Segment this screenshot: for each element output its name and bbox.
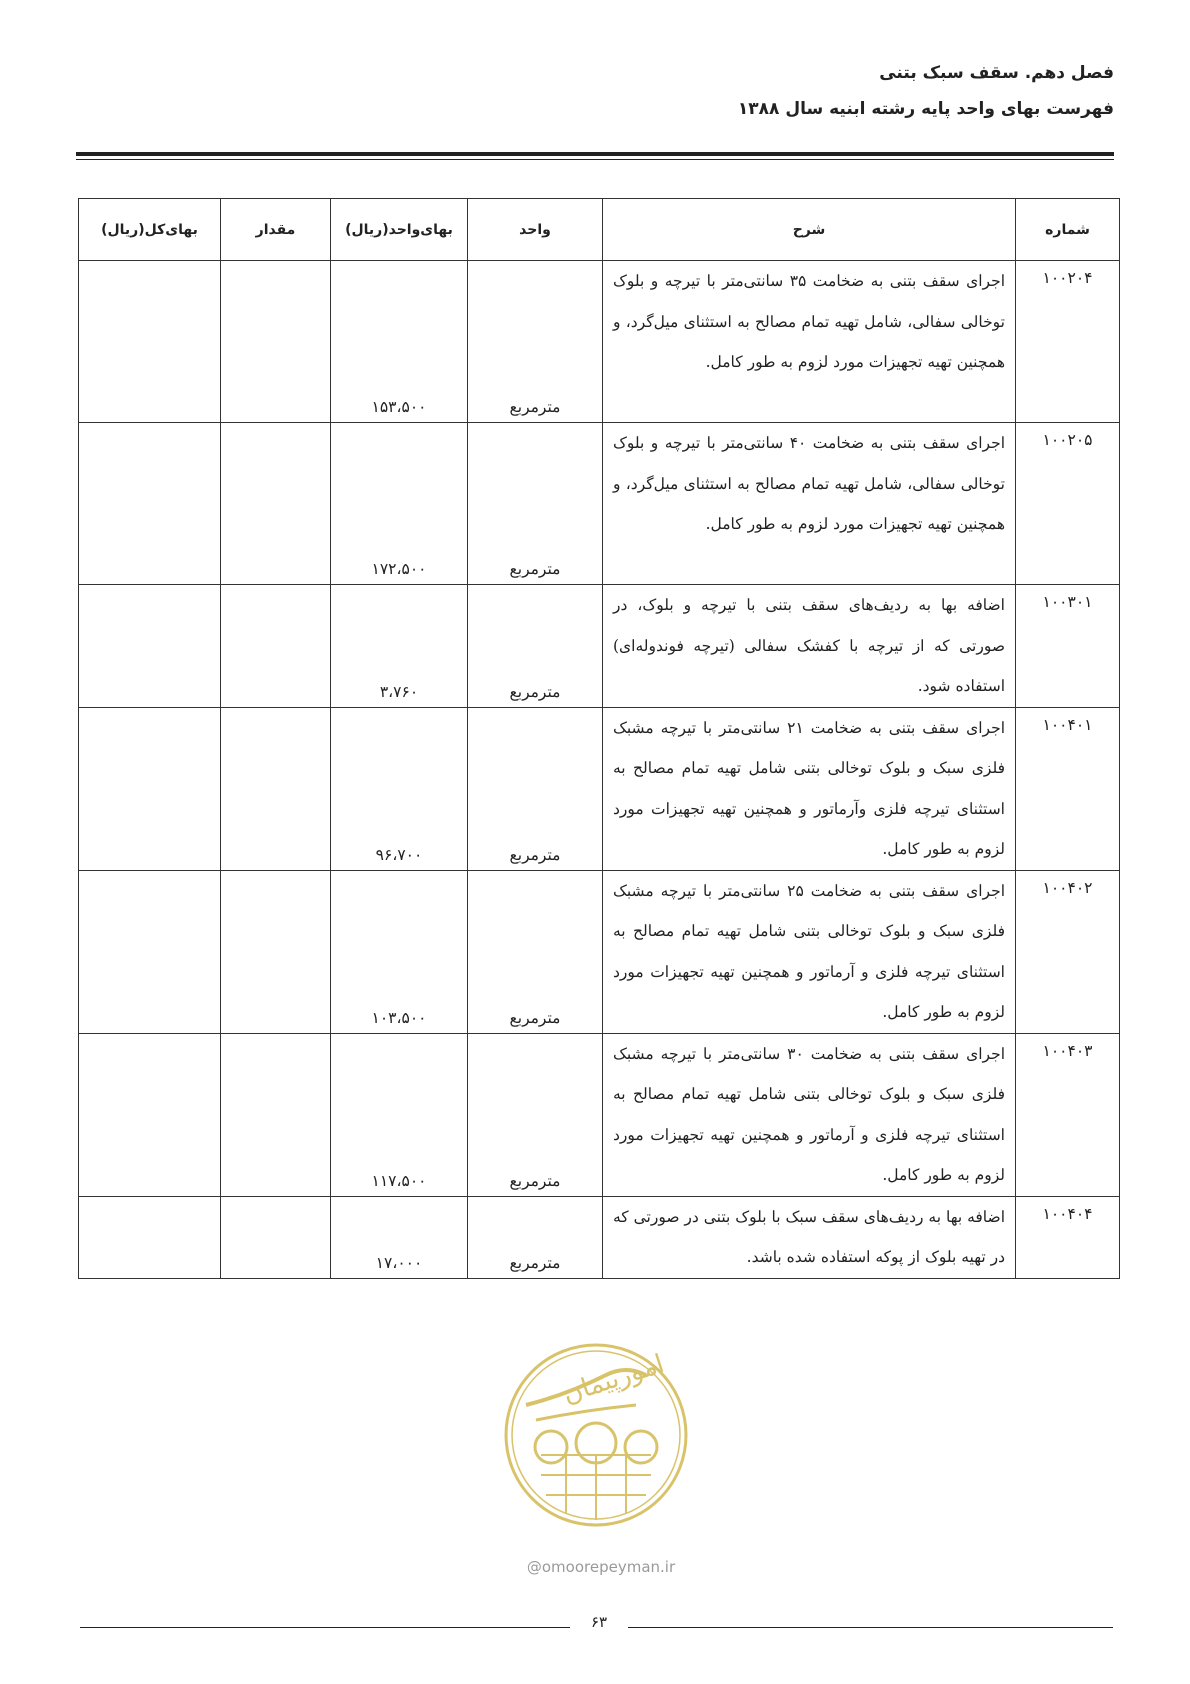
row-unit-price: ۱۷۲،۵۰۰ xyxy=(331,423,468,585)
row-unit: مترمربع xyxy=(468,1196,603,1278)
svg-text:امورپیمان: امورپیمان xyxy=(559,1349,668,1410)
document-subtitle: فهرست بهای واحد پایه رشته ابنیه سال ۱۳۸۸ xyxy=(737,99,1114,119)
row-unit: مترمربع xyxy=(468,423,603,585)
table-row xyxy=(79,1196,1120,1278)
footer-rule-right xyxy=(628,1627,1113,1628)
page-header xyxy=(76,58,1114,124)
row-description: اجرای سقف بتنی به ضخامت ۴۰ سانتی‌متر با تیرچه و بلوک توخالی سفالی، شامل تهیه تمام مصالح به استثنای میل‌گرد، و همچنین تهیه تجهیزات مورد لزوم به طور کامل. xyxy=(603,423,1016,585)
row-unit: مترمربع xyxy=(468,1033,603,1196)
row-quantity xyxy=(221,261,331,423)
row-unit-price: ۱۵۳،۵۰۰ xyxy=(331,261,468,423)
page-number: ۶۳ xyxy=(590,1613,608,1631)
chapter-title: فصل دهم. سقف سبک بتنی xyxy=(879,63,1114,83)
column-header-description: شرح xyxy=(603,199,1016,261)
column-header-number: شماره xyxy=(1016,199,1120,261)
row-total-price xyxy=(79,1196,221,1278)
row-unit-price: ۳،۷۶۰ xyxy=(331,585,468,708)
row-total-price xyxy=(79,870,221,1033)
row-description: اضافه بها به ردیف‌های سقف بتنی با تیرچه و بلوک، در صورتی که از تیرچه با کفشک سفالی (تیرچه فوندوله‌ای) استفاده شود. xyxy=(603,585,1016,708)
row-description: اضافه بها به ردیف‌های سقف سبک با بلوک بتنی در صورتی که در تهیه بلوک از پوکه استفاده شده باشد. xyxy=(603,1196,1016,1278)
table-row xyxy=(79,261,1120,423)
row-description: اجرای سقف بتنی به ضخامت ۲۱ سانتی‌متر با تیرچه مشبک فلزی سبک و بلوک توخالی بتنی شامل تهیه تمام مصالح به استثنای تیرچه فلزی وآرماتور و همچنین تهیه تجهیزات مورد لزوم به طور کامل. xyxy=(603,707,1016,870)
column-header-quantity: مقدار xyxy=(221,199,331,261)
header-rule-thin xyxy=(76,159,1114,160)
row-unit-price: ۱۷،۰۰۰ xyxy=(331,1196,468,1278)
footer-rule-left xyxy=(80,1627,570,1628)
row-quantity xyxy=(221,1033,331,1196)
table-row xyxy=(79,423,1120,585)
table-row xyxy=(79,870,1120,1033)
watermark-site: @omoorepeyman.ir xyxy=(526,1558,676,1576)
row-total-price xyxy=(79,585,221,708)
column-header-unit-price: بهای‌واحد(ریال) xyxy=(331,199,468,261)
row-quantity xyxy=(221,870,331,1033)
row-number: ۱۰۰۲۰۴ xyxy=(1016,261,1120,423)
row-quantity xyxy=(221,1196,331,1278)
column-header-unit: واحد xyxy=(468,199,603,261)
row-quantity xyxy=(221,423,331,585)
column-header-total-price: بهای‌کل(ریال) xyxy=(79,199,221,261)
row-total-price xyxy=(79,1033,221,1196)
table-row xyxy=(79,1033,1120,1196)
row-number: ۱۰۰۴۰۳ xyxy=(1016,1033,1120,1196)
row-number: ۱۰۰۴۰۲ xyxy=(1016,870,1120,1033)
row-unit-price: ۱۰۳،۵۰۰ xyxy=(331,870,468,1033)
row-total-price xyxy=(79,423,221,585)
row-unit: مترمربع xyxy=(468,585,603,708)
row-quantity xyxy=(221,585,331,708)
row-unit: مترمربع xyxy=(468,261,603,423)
header-rule-thick xyxy=(76,152,1114,156)
row-quantity xyxy=(221,707,331,870)
row-number: ۱۰۰۳۰۱ xyxy=(1016,585,1120,708)
price-table xyxy=(78,198,1120,1279)
table-header-row xyxy=(79,199,1120,261)
row-total-price xyxy=(79,707,221,870)
row-number: ۱۰۰۴۰۱ xyxy=(1016,707,1120,870)
row-unit: مترمربع xyxy=(468,870,603,1033)
row-unit-price: ۹۶،۷۰۰ xyxy=(331,707,468,870)
row-unit: مترمربع xyxy=(468,707,603,870)
table-row xyxy=(79,585,1120,708)
watermark-seal-logo xyxy=(496,1335,696,1535)
row-number: ۱۰۰۴۰۴ xyxy=(1016,1196,1120,1278)
row-description: اجرای سقف بتنی به ضخامت ۲۵ سانتی‌متر با تیرچه مشبک فلزی سبک و بلوک توخالی بتنی شامل تهیه تمام مصالح به استثنای تیرچه فلزی و آرماتور و همچنین تهیه تجهیزات مورد لزوم به طور کامل. xyxy=(603,870,1016,1033)
row-unit-price: ۱۱۷،۵۰۰ xyxy=(331,1033,468,1196)
table-row xyxy=(79,707,1120,870)
row-total-price xyxy=(79,261,221,423)
row-number: ۱۰۰۲۰۵ xyxy=(1016,423,1120,585)
row-description: اجرای سقف بتنی به ضخامت ۳۵ سانتی‌متر با تیرچه و بلوک توخالی سفالی، شامل تهیه تمام مصالح به استثنای میل‌گرد، و همچنین تهیه تجهیزات مورد لزوم به طور کامل. xyxy=(603,261,1016,423)
row-description: اجرای سقف بتنی به ضخامت ۳۰ سانتی‌متر با تیرچه مشبک فلزی سبک و بلوک توخالی بتنی شامل تهیه تمام مصالح به استثنای تیرچه فلزی و آرماتور و همچنین تهیه تجهیزات مورد لزوم به طور کامل. xyxy=(603,1033,1016,1196)
